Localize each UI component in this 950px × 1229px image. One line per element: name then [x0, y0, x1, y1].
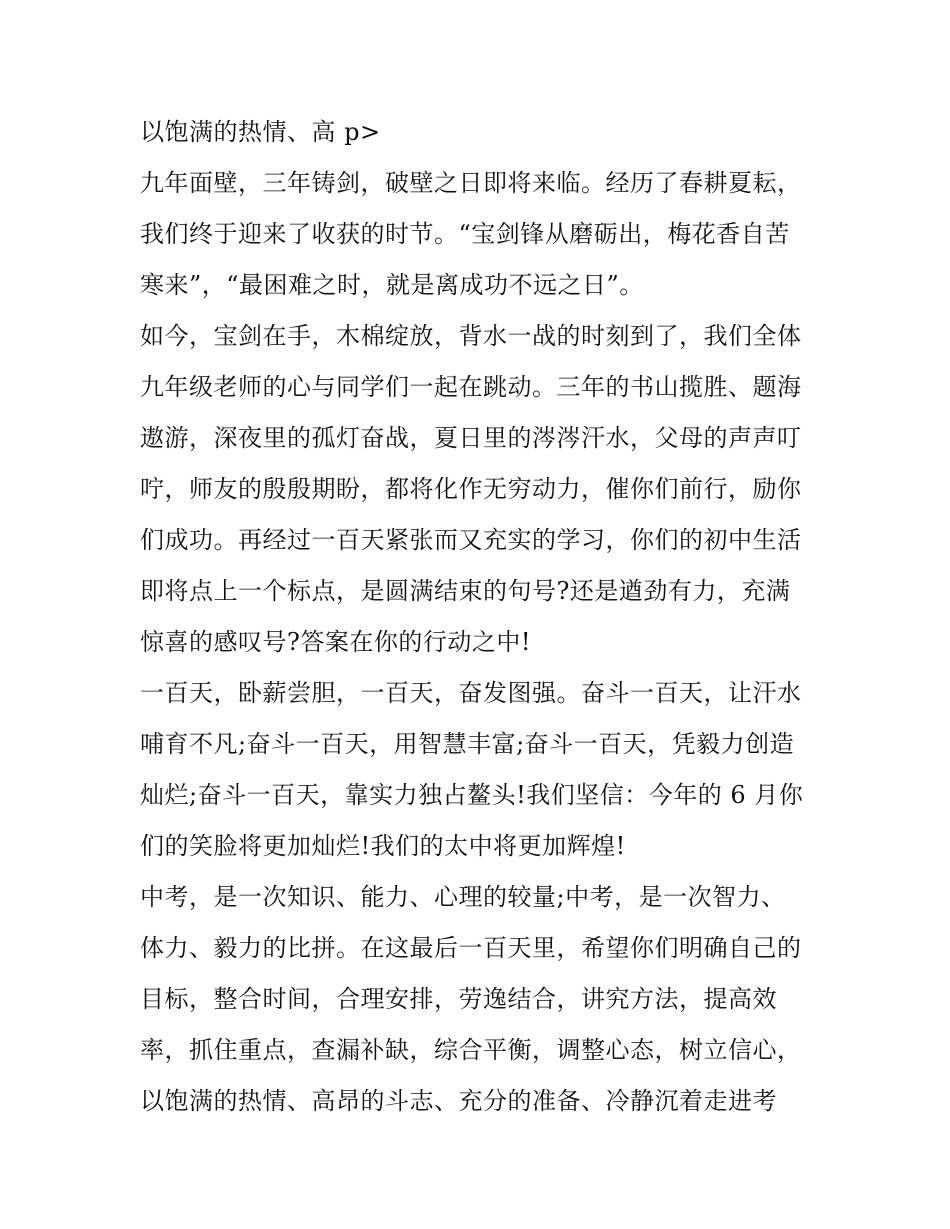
text-line: 九年级老师的心与同学们一起在跳动。三年的书山揽胜、题海: [140, 373, 802, 401]
text-line: 以饱满的热情、高昂的斗志、充分的准备、冷静沉着走进考: [140, 1087, 777, 1115]
text-line: 目标，整合时间，合理安排，劳逸结合，讲究方法，提高效: [140, 985, 777, 1013]
text-line: 即将点上一个标点，是圆满结束的句号?还是遒劲有力，充满: [140, 577, 791, 605]
text-line: 们成功。再经过一百天紧张而又充实的学习，你们的初中生活: [140, 526, 802, 554]
text-line: 灿烂;奋斗一百天，靠实力独占鳌头!我们坚信：今年的 6 月你: [140, 781, 804, 809]
text-line: 体力、毅力的比拼。在这最后一百天里，希望你们明确自己的: [140, 934, 802, 962]
text-line: 咛，师友的殷殷期盼，都将化作无穷动力，催你们前行，励你: [140, 475, 802, 503]
document-body: [140, 107, 820, 1127]
text-line: 惊喜的感叹号?答案在你的行动之中!: [140, 628, 532, 656]
text-line: 率，抓住重点，查漏补缺，综合平衡，调整心态，树立信心，: [140, 1036, 802, 1064]
text-line: 一百天，卧薪尝胆，一百天，奋发图强。奋斗一百天，让汗水: [140, 679, 802, 707]
text-line: 们的笑脸将更加灿烂!我们的太中将更加辉煌!: [140, 832, 626, 860]
text-line: 中考，是一次知识、能力、心理的较量;中考，是一次智力、: [140, 883, 786, 911]
text-line: 如今，宝剑在手，木棉绽放，背水一战的时刻到了，我们全体: [140, 322, 802, 350]
text-line: 哺育不凡;奋斗一百天，用智慧丰富;奋斗一百天，凭毅力创造: [140, 730, 795, 758]
text-line: 遨游，深夜里的孤灯奋战，夏日里的涔涔汗水，父母的声声叮: [140, 424, 802, 452]
text-line: 九年面壁，三年铸剑，破壁之日即将来临。经历了春耕夏耘，: [140, 169, 802, 197]
text-line: 以饱满的热情、高 p>: [140, 118, 381, 146]
text-line: 我们终于迎来了收获的时节。“宝剑锋从磨砺出，梅花香自苦: [140, 220, 790, 248]
text-line: 寒来”，“最困难之时，就是离成功不远之日”。: [140, 271, 644, 299]
